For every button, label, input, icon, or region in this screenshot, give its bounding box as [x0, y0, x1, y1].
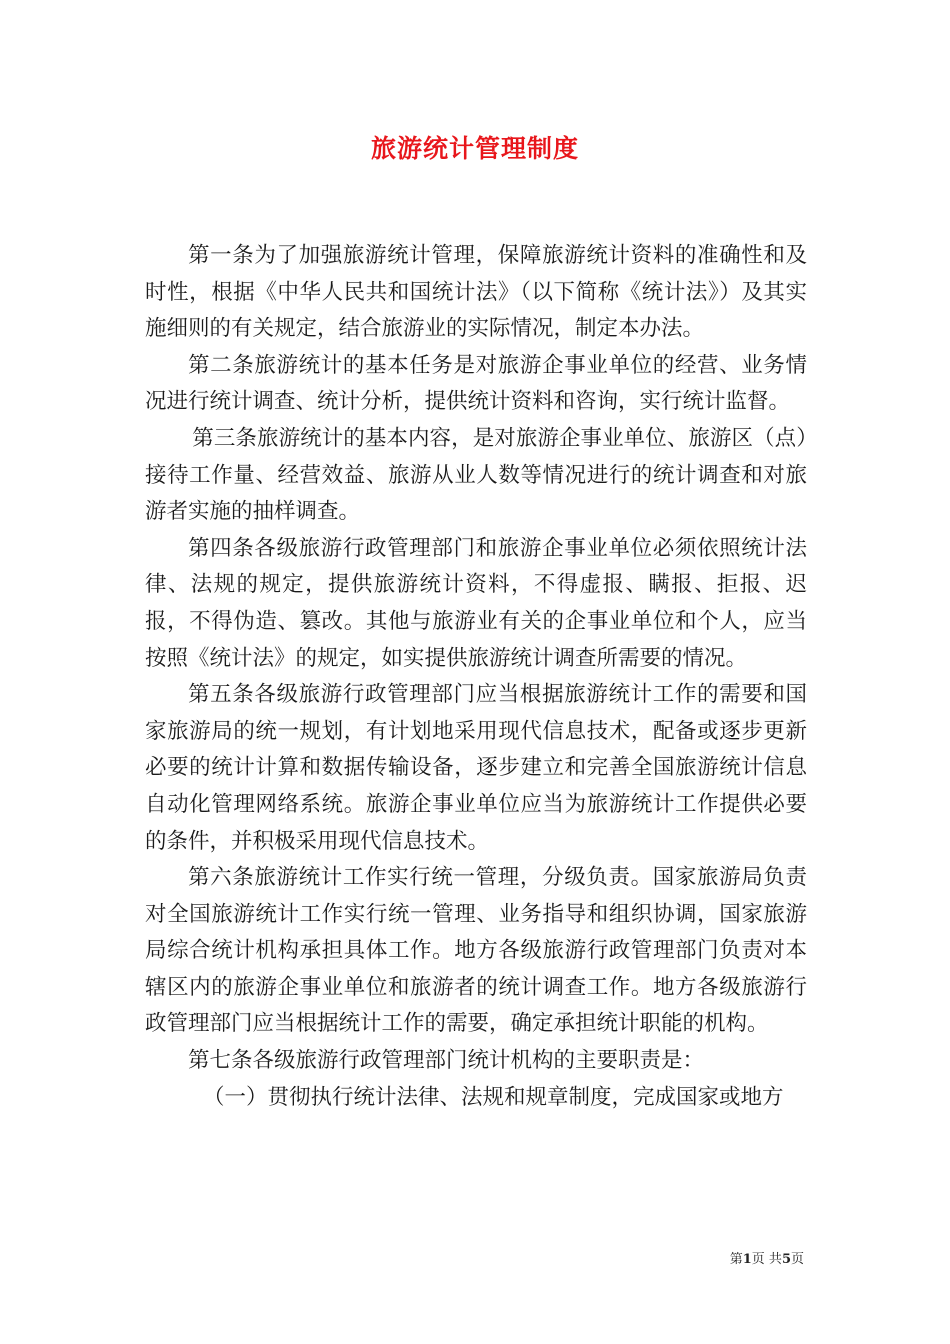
- article-6-paragraph: 第六条旅游统计工作实行统一管理，分级负责。国家旅游局负责对全国旅游统计工作实行统一管理、业务指导和组织协调，国家旅游局综合统计机构承担具体工作。地方各级旅游行政管理部门负责对本辖区内的旅游企事业单位和旅游者的统计调查工作。地方各级旅游行政管理部门应当根据统计工作的需要，确定承担统计职能的机构。: [145, 865, 807, 1037]
- article-7-paragraph: 第七条各级旅游行政管理部门统计机构的主要职责是：: [188, 1048, 705, 1074]
- total-pages-number: 5: [781, 1252, 791, 1267]
- footer-prefix: 第: [729, 1252, 743, 1267]
- article-2-paragraph: 第二条旅游统计的基本任务是对旅游企事业单位的经营、业务情况进行统计调查、统计分析，提供统计资料和咨询，实行统计监督。: [145, 352, 807, 415]
- document-title: 旅游统计管理制度: [370, 134, 579, 163]
- footer-suffix: 页: [790, 1252, 804, 1267]
- article-1-paragraph: 第一条为了加强旅游统计管理，保障旅游统计资料的准确性和及时性，根据《中华人民共和国统计法》（以下简称《统计法》）及其实施细则的有关规定，结合旅游业的实际情况，制定本办法。: [145, 243, 807, 342]
- document-body: [145, 238, 807, 1116]
- footer-middle: 页 共: [751, 1252, 782, 1267]
- article-4-paragraph: 第四条各级旅游行政管理部门和旅游企事业单位必须依照统计法律、法规的规定，提供旅游统计资料，不得虚报、瞒报、拒报、迟报，不得伪造、篡改。其他与旅游业有关的企事业单位和个人，应当按照《统计法》的规定，如实提供旅游统计调查所需要的情况。: [145, 535, 807, 671]
- page-number-footer: [730, 1251, 804, 1269]
- article-5-paragraph: 第五条各级旅游行政管理部门应当根据旅游统计工作的需要和国家旅游局的统一规划，有计划地采用现代信息技术，配备或逐步更新必要的统计计算和数据传输设备，逐步建立和完善全国旅游统计信息自动化管理网络系统。旅游企事业单位应当为旅游统计工作提供必要的条件，并积极采用现代信息技术。: [145, 682, 807, 854]
- article-3-paragraph: 第三条旅游统计的基本内容，是对旅游企事业单位、旅游区（点）接待工作量、经营效益、旅游从业人数等情况进行的统计调查和对旅游者实施的抽样调查。: [145, 425, 807, 525]
- current-page-number: 1: [742, 1252, 752, 1267]
- article-7-item-1-paragraph: （一）贯彻执行统计法律、法规和规章制度，完成国家或地方: [203, 1084, 784, 1110]
